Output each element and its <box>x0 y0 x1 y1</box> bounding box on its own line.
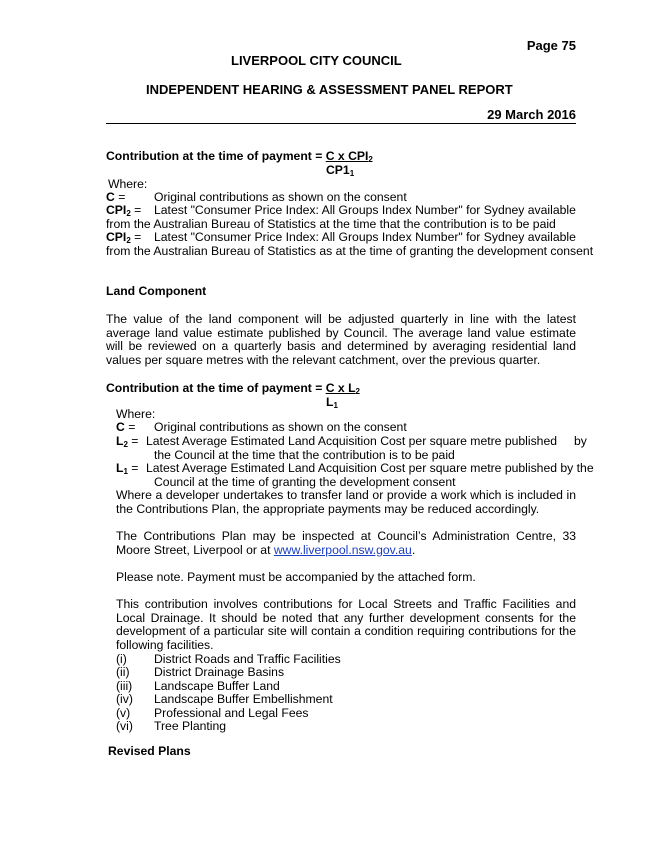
formula-1-def-cpi2-a: $CPI_2$ = Latest "Consumer Price Index: All Groups Index Number" for Sydney available <box>106 203 576 218</box>
developer-transfer-note: Where a developer undertakes to transfer land or provide a work which is included in the Contributions Plan, the appropriate payments may be reduced accordingly. <box>116 488 576 516</box>
formula-1-def-cpi2-b: $CPI_2$ = Latest "Consumer Price Index: All Groups Index Number" for Sydney available <box>106 230 576 245</box>
payment-note: Please note. Payment must be accompanied by the attached form. <box>116 570 476 584</box>
report-title: INDEPENDENT HEARING & ASSESSMENT PANEL REPORT <box>146 82 513 97</box>
formula-2-numerator: C x $L_2$ <box>325 381 360 396</box>
formula-2-label: Contribution at the time of payment = <box>106 381 326 395</box>
formula-2-def-l1: $L_1$ = Latest Average Estimated Land Acquisition Cost per square metre published by the <box>116 461 594 476</box>
formula-2-def-c: C = Original contributions as shown on the consent <box>116 420 407 434</box>
formula-1-label: Contribution at the time of payment = <box>106 149 326 163</box>
inspection-paragraph: The Contributions Plan may be inspected at Council’s Administration Centre, 33 Moore Street, Liverpool or at www.liverpool.nsw.gov.au. <box>116 529 576 557</box>
formula-2 <box>106 382 360 397</box>
page-number: Page 75 <box>526 38 576 53</box>
land-component-heading: Land Component <box>106 284 207 298</box>
header-divider <box>106 123 576 124</box>
formula-1-numerator: C x $CPI_2$ <box>325 149 373 164</box>
facilities-intro: This contribution involves contributions for Local Streets and Traffic Facilities and Local Drainage. It should be noted that any further development consents for the development of a particular site will contain a condition requiring contributions for the following facilities. <box>116 597 576 652</box>
council-website-link[interactable]: www.liverpool.nsw.gov.au <box>273 542 412 557</box>
land-component-paragraph: The value of the land component will be adjusted quarterly in line with the latest average land value estimate published by Council. The average land value estimate will be reviewed on a quarterly basis and determined by averaging residential land values per square metres with the relevant catchment, over the previous quarter. <box>106 312 576 367</box>
council-name: LIVERPOOL CITY COUNCIL <box>231 53 402 68</box>
formula-2-where: Where: <box>116 407 156 421</box>
formula-2-def-l2-cont: the Council at the time that the contribution is to be paid <box>154 448 455 462</box>
formula-1-denominator: $CP1_1$ <box>326 163 355 178</box>
revised-plans-heading: Revised Plans <box>108 744 191 758</box>
formula-2-def-l1-cont: Council at the time of granting the development consent <box>154 475 456 489</box>
formula-1-def-cpi2-a-cont: from the Australian Bureau of Statistics at the time that the contribution is to be paid <box>106 217 556 231</box>
formula-1-def-cpi2-b-cont: from the Australian Bureau of Statistics as at the time of granting the development consent <box>106 244 594 258</box>
formula-2-def-l2: $L_2$ = Latest Average Estimated Land Acquisition Cost per square metre published by <box>116 434 587 449</box>
report-date: 29 March 2016 <box>487 107 576 122</box>
formula-1-def-c: C = Original contributions as shown on the consent <box>106 190 407 204</box>
formula-2-denominator: $L_1$ <box>326 395 338 410</box>
formula-1-where: Where: <box>108 177 148 191</box>
